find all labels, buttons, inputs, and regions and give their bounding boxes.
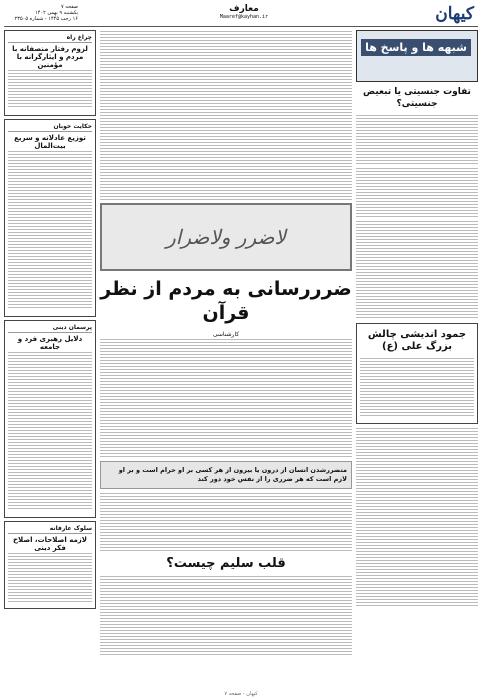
article-text (360, 357, 474, 417)
page-header (4, 4, 478, 27)
section-label: سلوک عارفانه (8, 525, 92, 534)
section-email: Maaref@kayhan.ir (219, 14, 269, 20)
sidebar-section (4, 30, 96, 116)
article-text (356, 220, 478, 320)
calligraphy-text: لاضرر ولاضرار (166, 225, 286, 249)
sub-article-box (356, 323, 478, 424)
article-text (100, 30, 352, 200)
sidebar-section (4, 119, 96, 317)
highlight-quote: متضررشدن انسان از درون یا بیرون از هر کسی بر او حرام است و بر او لازم است که هر ضرری را از نفس خود دور کند (100, 461, 352, 489)
author-name: کارشناسی (212, 331, 240, 338)
sub-headline: جمود اندیشی چالش بزرگ علی (ع) (367, 329, 467, 352)
article-text (100, 575, 352, 655)
article-text (356, 167, 478, 217)
main-article-title: ضرررسانی به مردم از نظر قرآن (100, 278, 352, 324)
section-title: توزیع عادلانه و سریع بیت‌المال (14, 134, 86, 150)
page-footer: کیهان - صفحه ۷ (224, 691, 258, 697)
article-text (100, 338, 352, 458)
date-line: یکشنبه ۹ بهمن ۱۴۰۲ (35, 10, 78, 16)
section-title: معارف (229, 4, 259, 14)
qa-box (356, 30, 478, 82)
sidebar-section (4, 521, 96, 609)
section-label: پرسمان دینی (8, 324, 92, 333)
article-text (8, 69, 92, 109)
center-column (100, 30, 352, 658)
section-title: لزوم رفتار منصفانه با مردم و ایثارگرانه با مؤمنین (12, 45, 88, 69)
qa-headline: تفاوت جنسیتی یا تبعیض جنسیتی؟ (363, 87, 471, 109)
section-block (184, 4, 304, 20)
bottom-article-title: قلب سلیم چیست؟ (166, 556, 286, 571)
newspaper-logo: کیهان (435, 4, 474, 24)
issue-line: ۱۶ رجب ۱۴۴۵ - شماره ۲۳۵۰۵ (14, 16, 78, 22)
qa-box-title: شبهه ها و پاسخ ها (361, 39, 471, 56)
calligraphy-image (100, 203, 352, 271)
article-text (8, 552, 92, 602)
article-text (100, 492, 352, 552)
date-block (8, 4, 78, 22)
article-text (356, 114, 478, 164)
section-label: حکایت خوبان (8, 123, 92, 132)
sidebar-section (4, 320, 96, 518)
left-column (4, 30, 96, 612)
article-text (8, 150, 92, 310)
section-title: لازمه اصلاحات، اصلاح فکر دینی (12, 536, 88, 552)
section-label: چراغ راه (8, 34, 92, 43)
article-text (356, 427, 478, 607)
article-text (8, 351, 92, 511)
section-title: دلایل رهبری فرد و جامعه (17, 335, 83, 351)
right-column (356, 30, 478, 610)
page-number: صفحه ۷ (61, 4, 78, 10)
